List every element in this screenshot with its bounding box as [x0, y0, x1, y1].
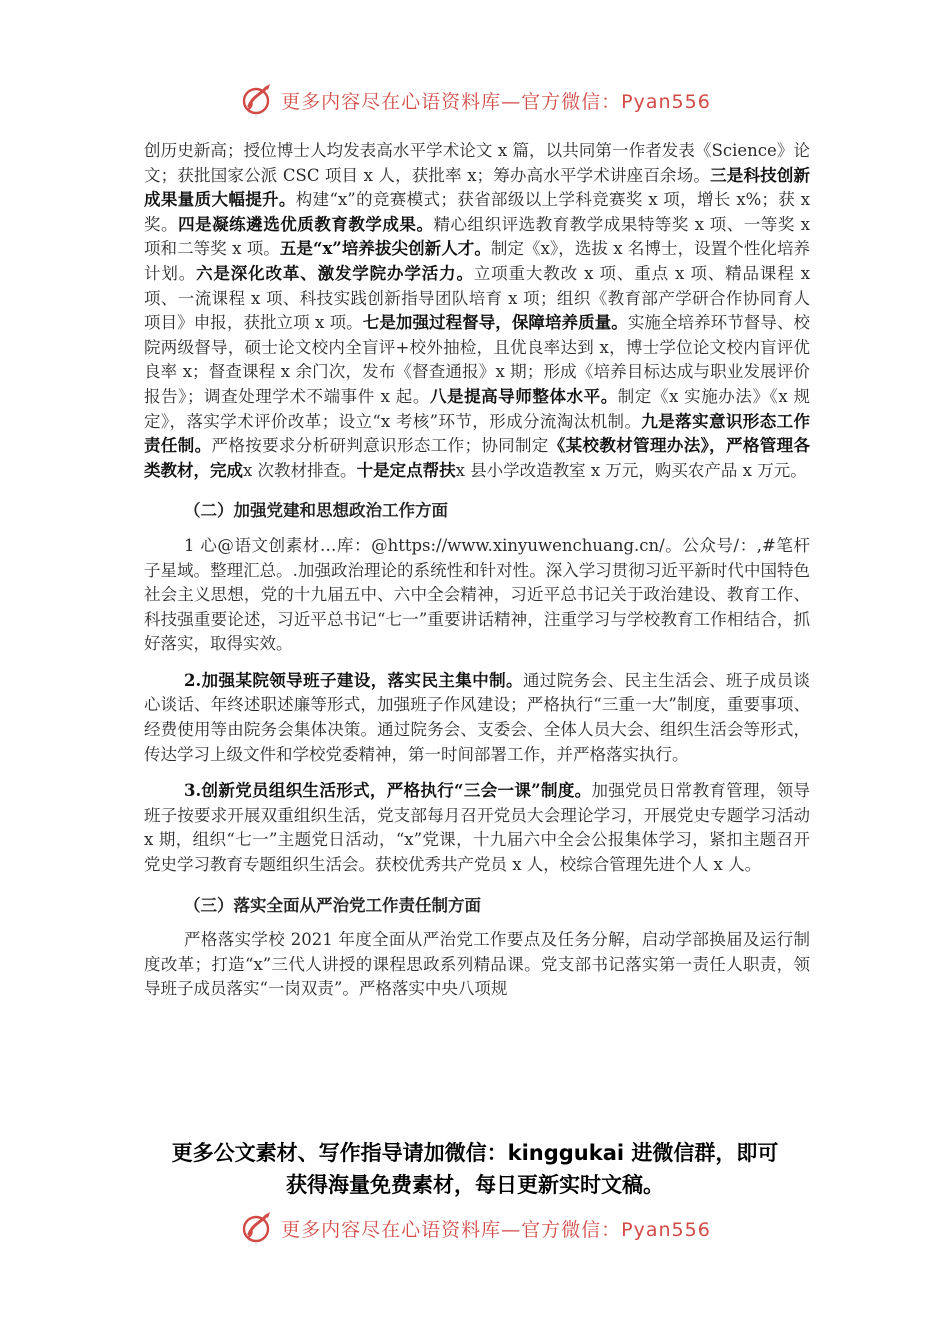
- footer-wechat-id: Pyan556: [621, 1218, 711, 1241]
- paragraph-leadership: 2.加强某院领导班子建设，落实民主集中制。通过院务会、民主生活会、班子成员谈心谈话、年终述职述廉等形式，加强班子作风建设；严格执行“三重一大”制度，重要事项、经费使用等由院务会集体决策。通过院务会、支委会、全体人员大会、组织生活会等形式，传达学习上级文件和学校党委精神，第一时间部署工作，并严格落实执行。: [144, 670, 810, 764]
- paragraph-political-theory: 1 心@语文创素材…库：@https://www.xinyuwenchuang.cn/。公众号/：,#笔杆子星域。整理汇总。.加强政治理论的系统性和针对性。深入学习贯彻习近平新时代中国特色社会主义思想，党的十九届五中、六中全会精神，习近平总书记关于政治建设、教育工作、科技强重要论述，习近平总书记“七一”重要讲话精神，注重学习与学校教育工作相结合，抓好落实，取得实效。: [144, 535, 810, 654]
- pen-swirl-logo-icon: [239, 82, 275, 118]
- document-body: [144, 139, 810, 1002]
- promo-banner: [110, 1137, 840, 1201]
- page-footer-watermark: [0, 1208, 950, 1248]
- footer-text: 更多内容尽在心语资料库—官方微信：Pyan556: [281, 1218, 711, 1241]
- paragraph-governance: 严格落实学校 2021 年度全面从严治党工作要点及任务分解，启动学部换届及运行制度改革；打造“x”三代人讲授的课程思政系列精品课。党支部书记落实第一责任人职责，领导班子成员落实“一岗双责”。严格落实中央八项规: [144, 930, 810, 999]
- page-header-watermark: [0, 80, 950, 120]
- header-wechat-id: Pyan556: [621, 90, 711, 113]
- section-heading-strict-governance: （三）落实全面从严治党工作责任制方面: [184, 895, 481, 915]
- header-text: 更多内容尽在心语资料库—官方微信：Pyan556: [281, 90, 711, 113]
- paragraph-organization-life: 3.创新党员组织生活形式，严格执行“三会一课”制度。加强党员日常教育管理，领导班子按要求开展双重组织生活，党支部每月召开党员大会理论学习，开展党史专题学习活动 x 期，组织“七一”主题党日活动，“x”党课，十九届六中全会公报集体学习，紧扣主题召开党史学习教育专题组织生活会。获校优秀共产党员 x 人，校综合管理先进个人 x 人。: [144, 781, 810, 875]
- promo-line-1: 更多公文素材、写作指导请加微信：kinggukai 进微信群，即可: [171, 1141, 779, 1165]
- pen-swirl-logo-icon: [239, 1210, 275, 1246]
- section-heading-party-building: （二）加强党建和思想政治工作方面: [184, 501, 448, 521]
- paragraph-achievements: 创历史新高；授位博士人均发表高水平学术论文 x 篇，以共同第一作者发表《Science》论文；获批国家公派 CSC 项目 x 人，获批率 x；筹办高水平学术讲座百余场。三是科技创新成果量质大幅提升。构建“x”的竞赛模式；获省部级以上学科竞赛奖 x 项，增长 x%；获 x 奖。四是凝练遴选优质教育教学成果。精心组织评选教育教学成果特等奖 x 项、一等奖 x 项和二等奖 x 项。五是“x”培养拔尖创新人才。制定《x》，选拔 x 名博士，设置个性化培养计划。六是深化改革、激发学院办学活力。立项重大教改 x 项、重点 x 项、精品课程 x 项、一流课程 x 项、科技实践创新指导团队培育 x 项；组织《教育部产学研合作协同育人项目》申报，获批立项 x 项。七是加强过程督导，保障培养质量。实施全培养环节督导、校院两级督导，硕士论文校内全盲评+校外抽检，且优良率达到 x，博士学位论文校内盲评优良率 x；督查课程 x 余门次，发布《督查通报》x 期；形成《培养目标达成与职业发展评价报告》；调查处理学术不端事件 x 起。八是提高导师整体水平。制定《x 实施办法》《x 规定》，落实学术评价改革；设立“x 考核”环节，形成分流淘汰机制。九是落实意识形态工作责任制。严格按要求分析研判意识形态工作；协同制定《某校教材管理办法》，严格管理各类教材，完成x 次教材排查。十是定点帮扶x 县小学改造教室 x 万元，购买农产品 x 万元。: [144, 141, 811, 480]
- promo-line-2: 获得海量免费素材，每日更新实时文稿。: [286, 1173, 664, 1197]
